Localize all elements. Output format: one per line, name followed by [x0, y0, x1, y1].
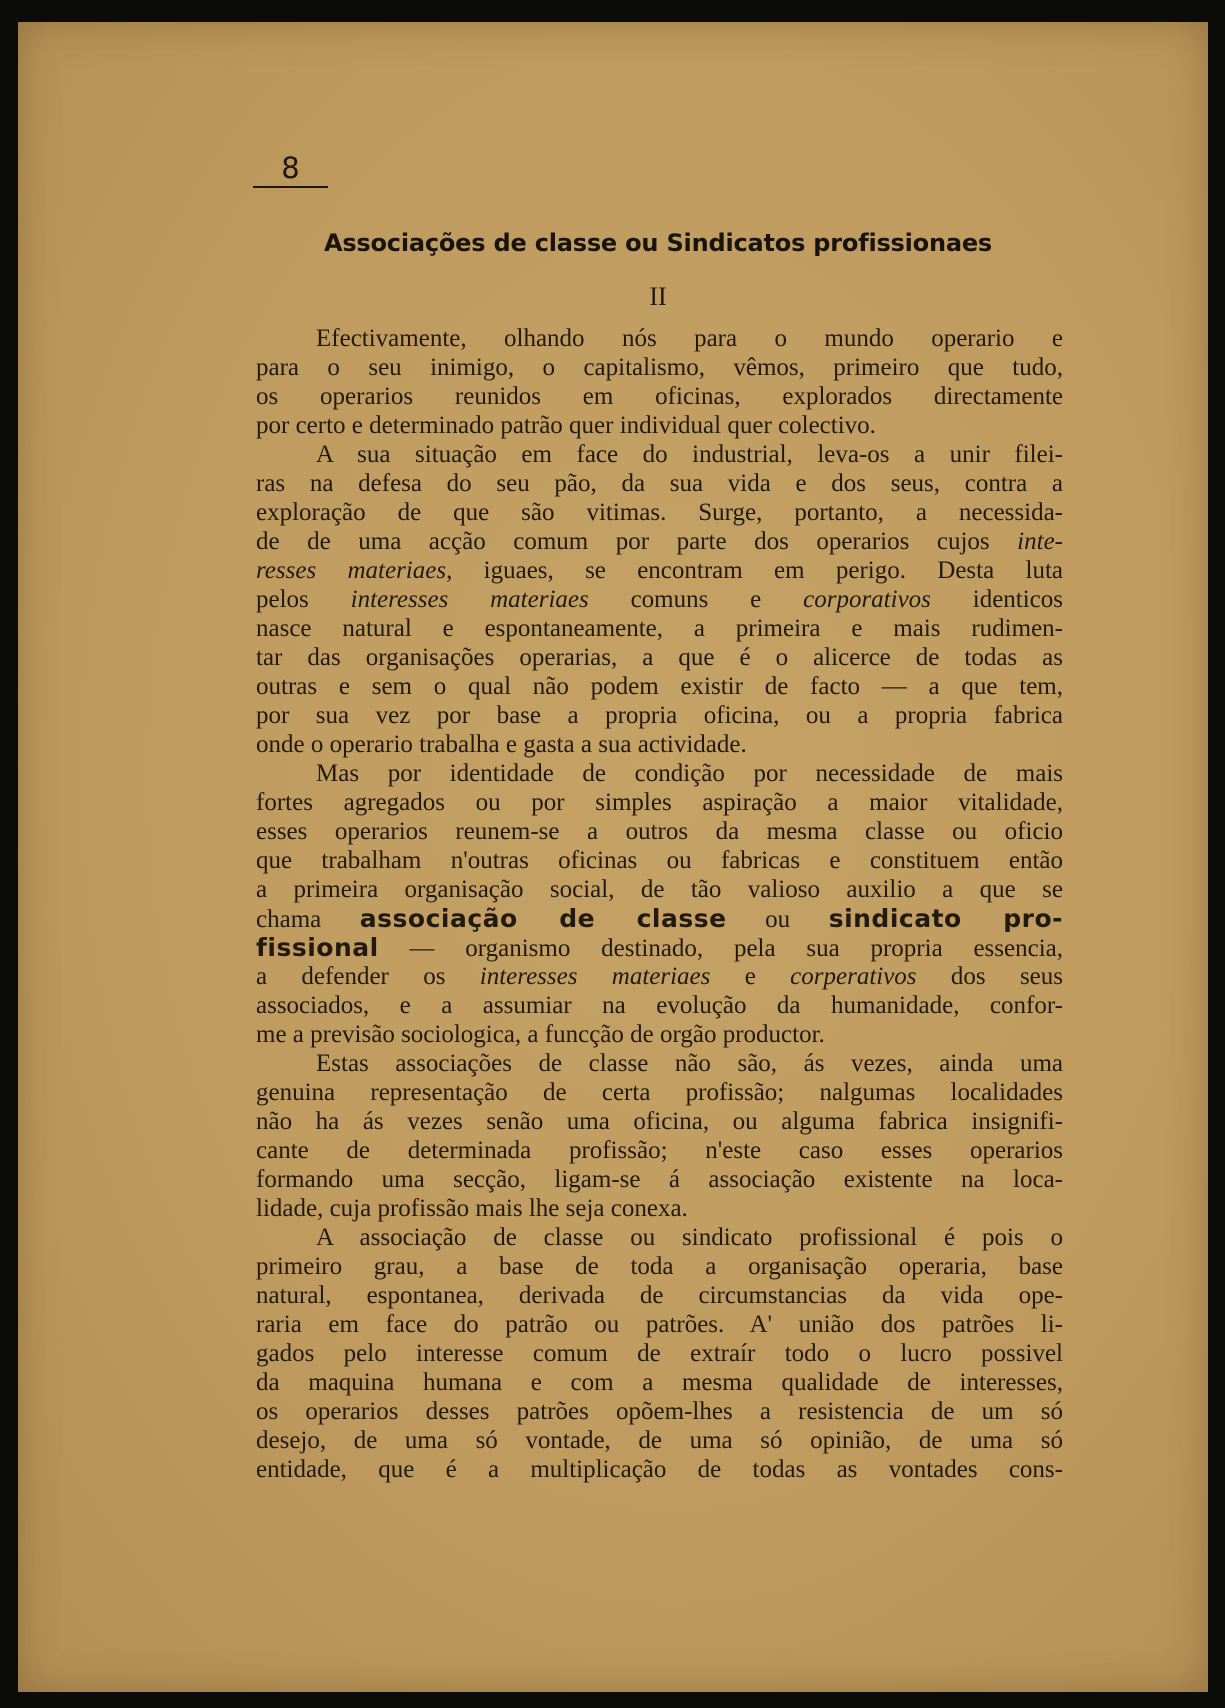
text-line: pelos interesses materiaes comuns e corporativos identicos [256, 586, 1064, 613]
text-line: esses operarios reunem-se a outros da mesma classe ou oficio [256, 818, 1063, 845]
text-line: me a previsão sociologica, a funcção de orgão productor. [256, 1021, 825, 1048]
text-line: genuina representação de certa profissão; nalgumas localidades [256, 1079, 1063, 1106]
text-line: os operarios desses patrões opõem-lhes a resistencia de um só [256, 1398, 1063, 1425]
book-page [18, 22, 1208, 1692]
text-line: a primeira organisação social, de tão valioso auxilio a que se [256, 876, 1063, 903]
body-text [256, 324, 1063, 1484]
text-line: formando uma secção, ligam-se á associação existente na loca- [256, 1166, 1063, 1193]
text-line: não ha ás vezes senão uma oficina, ou alguma fabrica insignifi- [256, 1108, 1063, 1135]
page-number: 8 [253, 152, 328, 188]
text-line: lidade, cuja profissão mais lhe seja conexa. [256, 1195, 688, 1222]
text-line: Efectivamente, olhando nós para o mundo operario e [316, 325, 1063, 352]
text-line: a defender os interesses materiaes e corperativos dos seus [256, 963, 1064, 990]
text-line: por sua vez por base a propria oficina, ou a propria fabrica [256, 702, 1063, 729]
text-line: fortes agregados ou por simples aspiração a maior vitalidade, [256, 789, 1063, 816]
text-line: onde o operario trabalha e gasta a sua actividade. [256, 731, 747, 758]
text-line: gados pelo interesse comum de extraír todo o lucro possivel [256, 1340, 1063, 1367]
text-line: de de uma acção comum por parte dos operarios cujos inte- [256, 528, 1063, 555]
text-line: por certo e determinado patrão quer individual quer colectivo. [256, 412, 876, 439]
text-line: ras na defesa do seu pão, da sua vida e dos seus, contra a [256, 470, 1063, 497]
text-line: A sua situação em face do industrial, leva-os a unir filei- [316, 441, 1063, 468]
text-line: tar das organisações operarias, a que é o alicerce de todas as [256, 644, 1063, 671]
text-line: os operarios reunidos em oficinas, explorados directamente [256, 383, 1063, 410]
section-number: II [649, 282, 667, 311]
chapter-heading: Associações de classe ou Sindicatos profissionaes [323, 229, 993, 257]
text-line: que trabalham n'outras oficinas ou fabricas e constituem então [256, 847, 1063, 874]
text-line: da maquina humana e com a mesma qualidade de interesses, [256, 1369, 1063, 1396]
text-line: chama associação de classe ou sindicato pro- [256, 904, 1063, 933]
text-line: exploração de que são vitimas. Surge, portanto, a necessida- [256, 499, 1063, 526]
text-line: Estas associações de classe não são, ás vezes, ainda uma [316, 1050, 1063, 1077]
text-line: entidade, que é a multiplicação de todas as vontades cons- [256, 1456, 1063, 1483]
text-line: para o seu inimigo, o capitalismo, vêmos, primeiro que tudo, [256, 354, 1063, 381]
text-line: resses materiaes, iguaes, se encontram em perigo. Desta luta [256, 557, 1063, 584]
text-line: primeiro grau, a base de toda a organisação operaria, base [256, 1253, 1063, 1280]
text-line: associados, e a assumiar na evolução da humanidade, confor- [256, 992, 1063, 1019]
text-line: natural, espontanea, derivada de circumstancias da vida ope- [256, 1282, 1063, 1309]
text-line: raria em face do patrão ou patrões. A' união dos patrões li- [256, 1311, 1063, 1338]
text-line: fissional — organismo destinado, pela sua propria essencia, [256, 933, 1063, 962]
text-line: outras e sem o qual não podem existir de facto — a que tem, [256, 673, 1063, 700]
text-line: A associação de classe ou sindicato profissional é pois o [316, 1224, 1063, 1251]
text-line: cante de determinada profissão; n'este caso esses operarios [256, 1137, 1063, 1164]
text-line: desejo, de uma só vontade, de uma só opinião, de uma só [256, 1427, 1063, 1454]
text-line: Mas por identidade de condição por necessidade de mais [316, 760, 1063, 787]
text-line: nasce natural e espontaneamente, a primeira e mais rudimen- [256, 615, 1063, 642]
